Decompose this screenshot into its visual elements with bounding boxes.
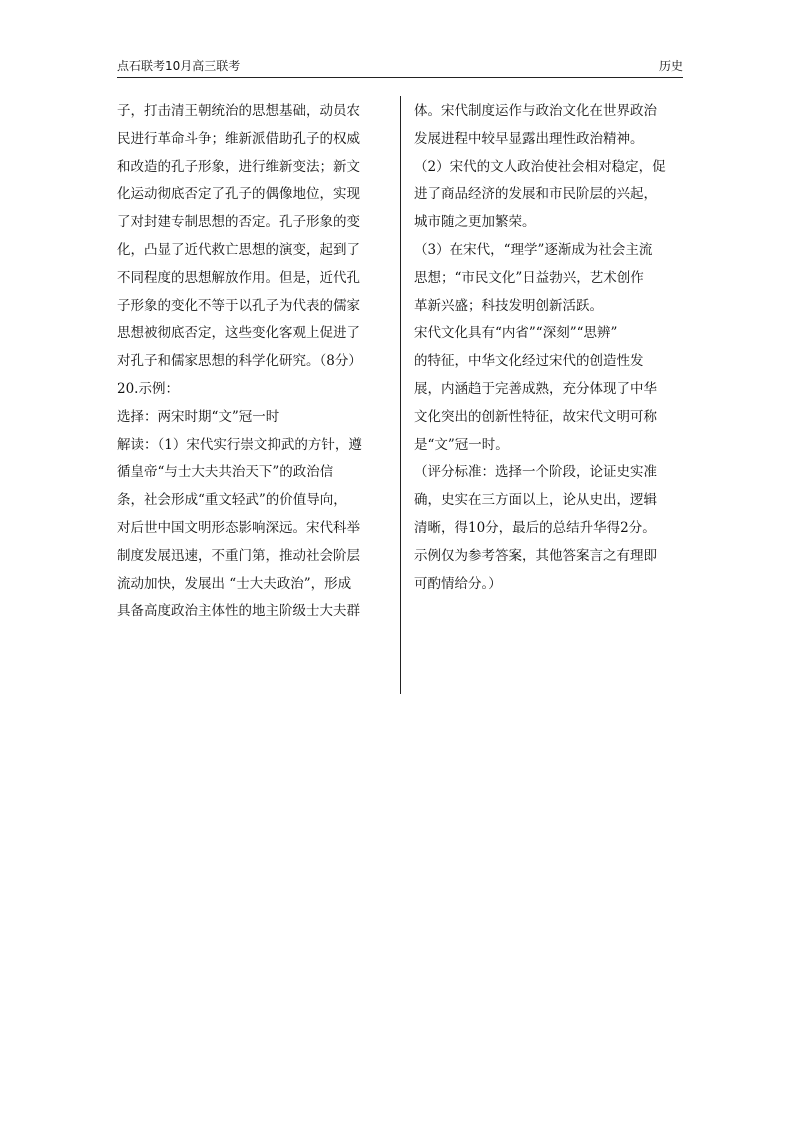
column-divider [400, 96, 401, 694]
text-line: 体。宋代制度运作与政治文化在世界政治 [414, 103, 657, 119]
text-line: 思想被彻底否定，这些变化客观上促进了 [117, 325, 360, 342]
exam-title: 点石联考10月高三联考 [117, 59, 241, 73]
text-line: 循皇帝“与士大夫共治天下”的政治信 [117, 464, 334, 481]
text-line: 对孔子和儒家思想的科学化研究。（8分） [117, 353, 362, 370]
text-line: 的特征，中华文化经过宋代的创造性发 [414, 353, 644, 370]
text-line: 清晰，得10分，最后的总结升华得2分。 [414, 519, 656, 536]
text-line: 文化突出的创新性特征，故宋代文明可称 [414, 408, 657, 425]
text-line: 展，内涵趋于完善成熟，充分体现了中华 [414, 380, 657, 397]
right-column [414, 98, 686, 598]
text-line: 选择：两宋时期“文”冠一时 [117, 408, 280, 425]
text-line: 流动加快，发展出 “士大夫政治”，形成 [117, 575, 352, 592]
text-line: 子形象的变化不等于以孔子为代表的儒家 [117, 297, 360, 314]
subject-label: 历史 [658, 59, 683, 73]
page-header [117, 54, 683, 76]
text-line: 子，打击清王朝统治的思想基础，动员农 [117, 103, 360, 119]
text-line: 对后世中国文明形态影响深远。宋代科举 [117, 519, 360, 536]
text-line: 化，凸显了近代救亡思想的演变，起到了 [117, 241, 360, 258]
text-line: 化运动彻底否定了孔子的偶像地位，实现 [117, 186, 360, 203]
text-line: 可酌情给分。） [414, 575, 502, 592]
text-line: 20.示例： [117, 380, 179, 397]
text-line: 是“文”冠一时。 [414, 436, 509, 453]
text-line: 革新兴盛；科技发明创新活跃。 [414, 297, 603, 314]
text-line: 确，史实在三方面以上，论从史出，逻辑 [414, 492, 657, 509]
text-line: （3）在宋代，“理学”逐渐成为社会主流 [414, 241, 653, 258]
text-line: 了对封建专制思想的否定。孔子形象的变 [117, 214, 360, 231]
text-line: 思想；“市民文化”日益勃兴，艺术创作 [414, 269, 644, 286]
header-divider [117, 77, 683, 78]
text-line: 宋代文化具有“内省”“深刻”“思辨” [414, 325, 618, 342]
text-line: 制度发展迅速，不重门第，推动社会阶层 [117, 547, 360, 564]
text-line: 进了商品经济的发展和市民阶层的兴起， [414, 186, 657, 203]
text-line: （评分标准：选择一个阶段，论证史实准 [414, 464, 657, 481]
left-column [117, 98, 387, 626]
text-line: 城市随之更加繁荣。 [414, 214, 536, 231]
text-line: 条，社会形成“重文轻武”的价值导向， [117, 492, 347, 509]
text-line: 和改造的孔子形象，进行维新变法；新文 [117, 158, 360, 175]
text-line: 示例仅为参考答案，其他答案言之有理即 [414, 547, 657, 564]
text-line: 解读：（1）宋代实行崇文抑武的方针，遵 [117, 436, 362, 453]
text-line: 不同程度的思想解放作用。但是，近代孔 [117, 269, 360, 286]
text-line: 具备高度政治主体性的地主阶级士大夫群 [117, 603, 360, 620]
text-line: 民进行革命斗争；维新派借助孔子的权威 [117, 130, 360, 147]
text-line: 发展进程中较早显露出理性政治精神。 [414, 130, 644, 147]
text-line: （2）宋代的文人政治使社会相对稳定，促 [414, 158, 666, 175]
